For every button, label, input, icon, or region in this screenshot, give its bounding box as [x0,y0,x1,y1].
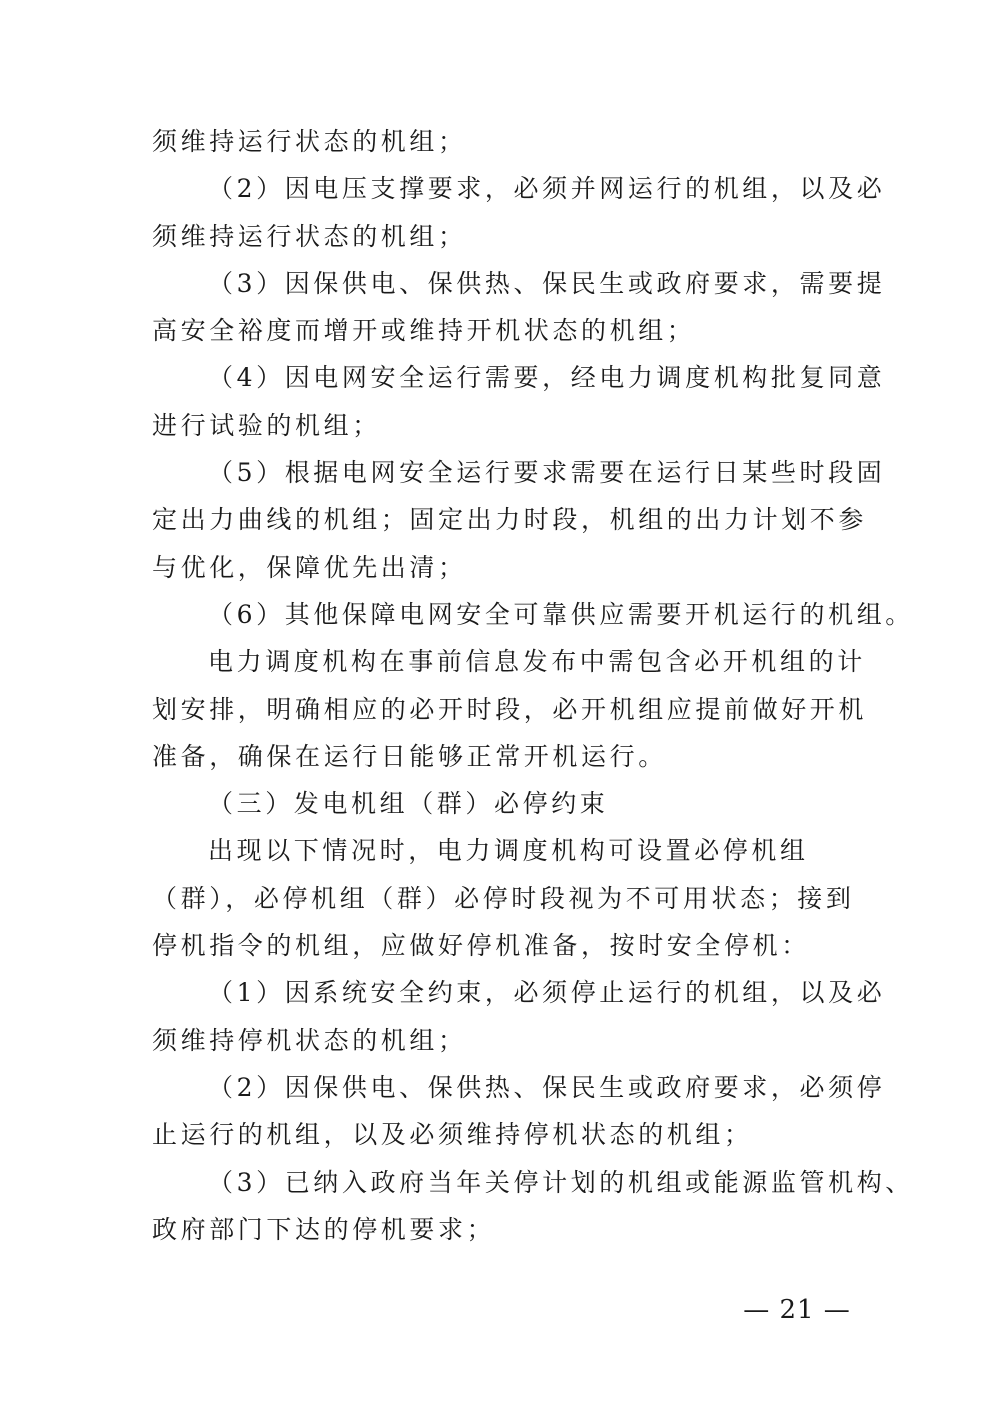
text-line-19: （1）因系统安全约束，必须停止运行的机组，以及必 [208,978,886,1008]
text-line-2: （2）因电压支撑要求，必须并网运行的机组，以及必 [208,174,886,204]
text-line-1: 须维持运行状态的机组； [152,127,467,156]
text-line-17: （群），必停机组（群）必停时段视为不可用状态；接到 [152,883,855,913]
text-line-18: 停机指令的机组，应做好停机准备，按时安全停机： [152,931,810,961]
text-line-4: （3）因保供电、保供热、保民生或政府要求，需要提 [208,268,886,298]
text-line-12: 电力调度机构在事前信息发布中需包含必开机组的计 [208,647,866,677]
text-line-5: 高安全裕度而增开或维持开机状态的机组； [152,316,696,346]
page-number: — 21 — [743,1295,851,1325]
text-line-3: 须维持运行状态的机组； [152,221,467,251]
text-line-24: 政府部门下达的停机要求； [152,1214,496,1244]
document-body [152,118,914,1253]
text-line-16: 出现以下情况时，电力调度机构可设置必停机组 [208,836,809,866]
text-line-7: 进行试验的机组； [152,410,381,440]
section-heading: （三）发电机组（群）必停约束 [208,789,609,819]
text-line-8: （5）根据电网安全运行要求需要在运行日某些时段固 [208,458,886,488]
text-line-22: 止运行的机组，以及必须维持停机状态的机组； [152,1120,753,1150]
text-line-11: （6）其他保障电网安全可靠供应需要开机运行的机组。 [208,599,914,629]
text-line-9: 定出力曲线的机组；固定出力时段，机组的出力计划不参 [152,505,868,535]
text-line-20: 须维持停机状态的机组； [152,1025,467,1055]
text-line-10: 与优化，保障优先出清； [152,552,467,582]
text-line-23: （3）已纳入政府当年关停计划的机组或能源监管机构、 [208,1167,914,1197]
text-line-6: （4）因电网安全运行需要，经电力调度机构批复同意 [208,363,886,393]
text-line-21: （2）因保供电、保供热、保民生或政府要求，必须停 [208,1072,886,1102]
text-line-13: 划安排，明确相应的必开时段，必开机组应提前做好开机 [152,694,868,724]
text-line-14: 准备，确保在运行日能够正常开机运行。 [152,741,667,771]
